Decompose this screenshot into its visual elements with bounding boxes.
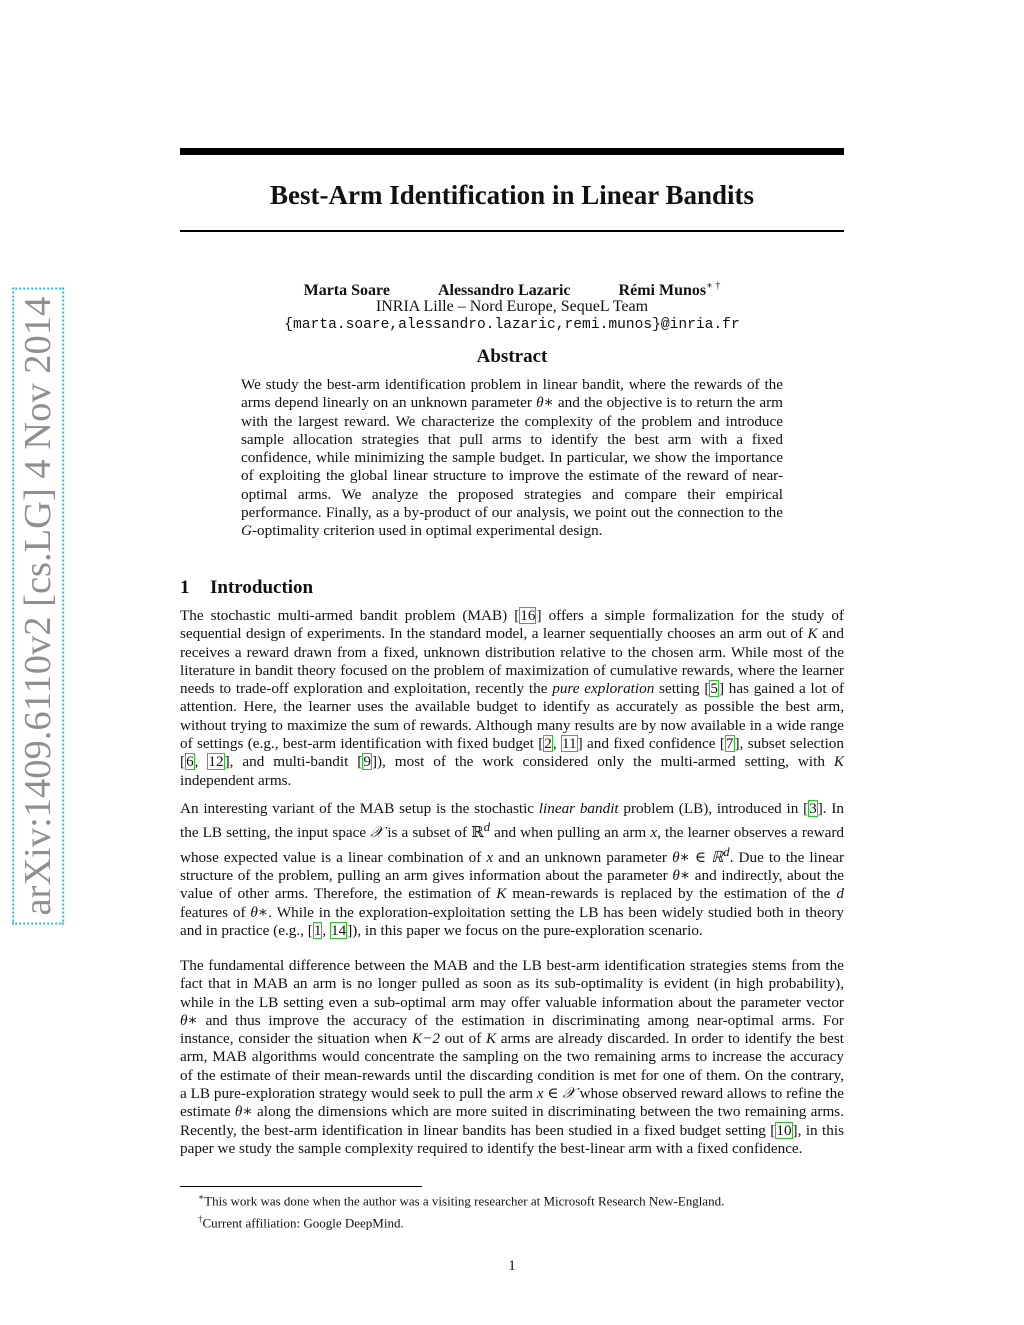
section-number: 1 (180, 577, 190, 598)
abstract-heading: Abstract (476, 346, 548, 367)
citation-link[interactable]: 16 (520, 607, 536, 624)
footnote-rule (180, 1186, 422, 1187)
author-footnote-marks: ∗ † (706, 281, 721, 292)
paper-title: Best-Arm Identification in Linear Bandits (269, 180, 755, 210)
intro-paragraph-2: An interesting variant of the MAB setup is the stochastic linear bandit problem (LB), introduced in [3]. In the LB setting, the input space 𝒳 is a subset of ℝ$^d$ and when pulling an arm x, the learner observes a reward whose expected value is a linear combination of x and an unknown parameter θ∗ ∈ ℝ$^d$. Due to the linear structure of the problem, pulling an arm gives information about the parameter θ∗ and indirectly, about the value of other arms. Therefore, the estimation of K mean-rewards is replaced by the estimation of the d features of θ∗. While in the exploration-exploitation setting the LB has been widely studied both in theory and in practice (e.g., [1, 14]), in this paper we focus on the pure-exploration scenario. (180, 800, 845, 939)
intro-paragraph-1: The stochastic multi-armed bandit problem (MAB) [16] offers a simple formalization for the study of sequential design of experiments. In the standard model, a learner sequentially chooses an arm out of K and receives a reward drawn from a fixed, unknown distribution relative to the chosen arm. While most of the literature in bandit theory focused on the problem of maximization of cumulative rewards, where the learner needs to trade-off exploration and exploitation, recently the pure exploration setting [5] has gained a lot of attention. Here, the learner uses the available budget to identify as accurately as possible the best arm, without trying to maximize the sum of rewards. Although many results are by now available in a wide range of settings (e.g., best-arm identification with fixed budget [2, 11] and fixed confidence [7], subset selection [6, 12], and multi-bandit [9]), most of the work considered only the multi-armed setting, with K independent arms. (180, 607, 845, 789)
citation-link[interactable]: 10 (776, 1121, 792, 1139)
author-emails: {marta.soare,alessandro.lazaric,remi.munos}@inria.fr (284, 317, 740, 333)
citation-link[interactable]: 12 (208, 753, 224, 771)
footnote-item: ∗This work was done when the author was a visiting researcher at Microsoft Research New-England. (198, 1192, 725, 1209)
citation-link[interactable]: 3 (809, 800, 817, 817)
citation-link[interactable]: 7 (725, 735, 734, 753)
page-number: 1 (508, 1258, 516, 1274)
arxiv-id-label[interactable]: arXiv:1409.6110v2 [cs.LG] 4 Nov 2014 (17, 293, 59, 920)
author-name: Alessandro Lazaric (437, 282, 571, 300)
affiliation: INRIA Lille – Nord Europe, SequeL Team (375, 298, 649, 315)
citation-link[interactable]: 6 (186, 753, 194, 771)
citation-link[interactable]: 14 (331, 921, 347, 939)
citation-link[interactable]: 2 (544, 735, 552, 753)
citation-link[interactable]: 9 (363, 753, 371, 771)
intro-paragraph-3: The fundamental difference between the MAB and the LB best-arm identification strategies stems from the fact that in MAB an arm is no longer pulled as soon as its sub-optimality is evident (in high probability), while in the LB setting even a sub-optimal arm may offer valuable information about the parameter vector θ∗ and thus improve the accuracy of the estimation in discriminating among near-optimal arms. For instance, consider the situation when K−2 out of K arms are already discarded. In order to identify the best arm, MAB algorithms would concentrate the sampling on the two remaining arms to increase the accuracy of the estimate of their mean-rewards until the discarding condition is met for one of them. On the contrary, a LB pure-exploration strategy would seek to pull the arm x ∈ 𝒳 whose observed reward allows to refine the estimate θ∗ along the dimensions which are more suited in discriminating between the two remaining arms. Recently, the best-arm identification in linear bandits has been studied in a fixed budget setting [10], in this paper we study the sample complexity required to identify the best-linear arm with a fixed confidence. (180, 957, 845, 1157)
section-heading-introduction (180, 575, 844, 601)
author-name: Rémi Munos∗ † (618, 281, 721, 300)
title-top-rule (180, 148, 844, 155)
footnotes (180, 1188, 844, 1233)
abstract-text: We study the best-arm identification problem in linear bandit, where the rewards of the arms depend linearly on an unknown parameter θ∗ and the objective is to return the arm with the largest reward. We characterize the complexity of the problem and introduce sample allocation strategies that pull arms to identify the best arm with a fixed confidence, while minimizing the sample budget. In particular, we show the importance of exploiting the global linear structure to improve the estimate of the reward of near-optimal arms. We analyze the proposed strategies and compare their empirical performance. Finally, as a by-product of our analysis, we point out the connection to the G-optimality criterion used in optimal experimental design. (241, 376, 783, 540)
arxiv-sidebar-stamp (8, 296, 68, 916)
footnote-item: †Current affiliation: Google DeepMind. (198, 1214, 404, 1231)
title-bottom-rule (180, 230, 844, 232)
author-name: Marta Soare (303, 282, 390, 300)
citation-link[interactable]: 1 (313, 921, 322, 939)
citation-link[interactable]: 5 (710, 680, 718, 698)
citation-link[interactable]: 11 (562, 735, 577, 753)
section-title: Introduction (210, 577, 314, 598)
